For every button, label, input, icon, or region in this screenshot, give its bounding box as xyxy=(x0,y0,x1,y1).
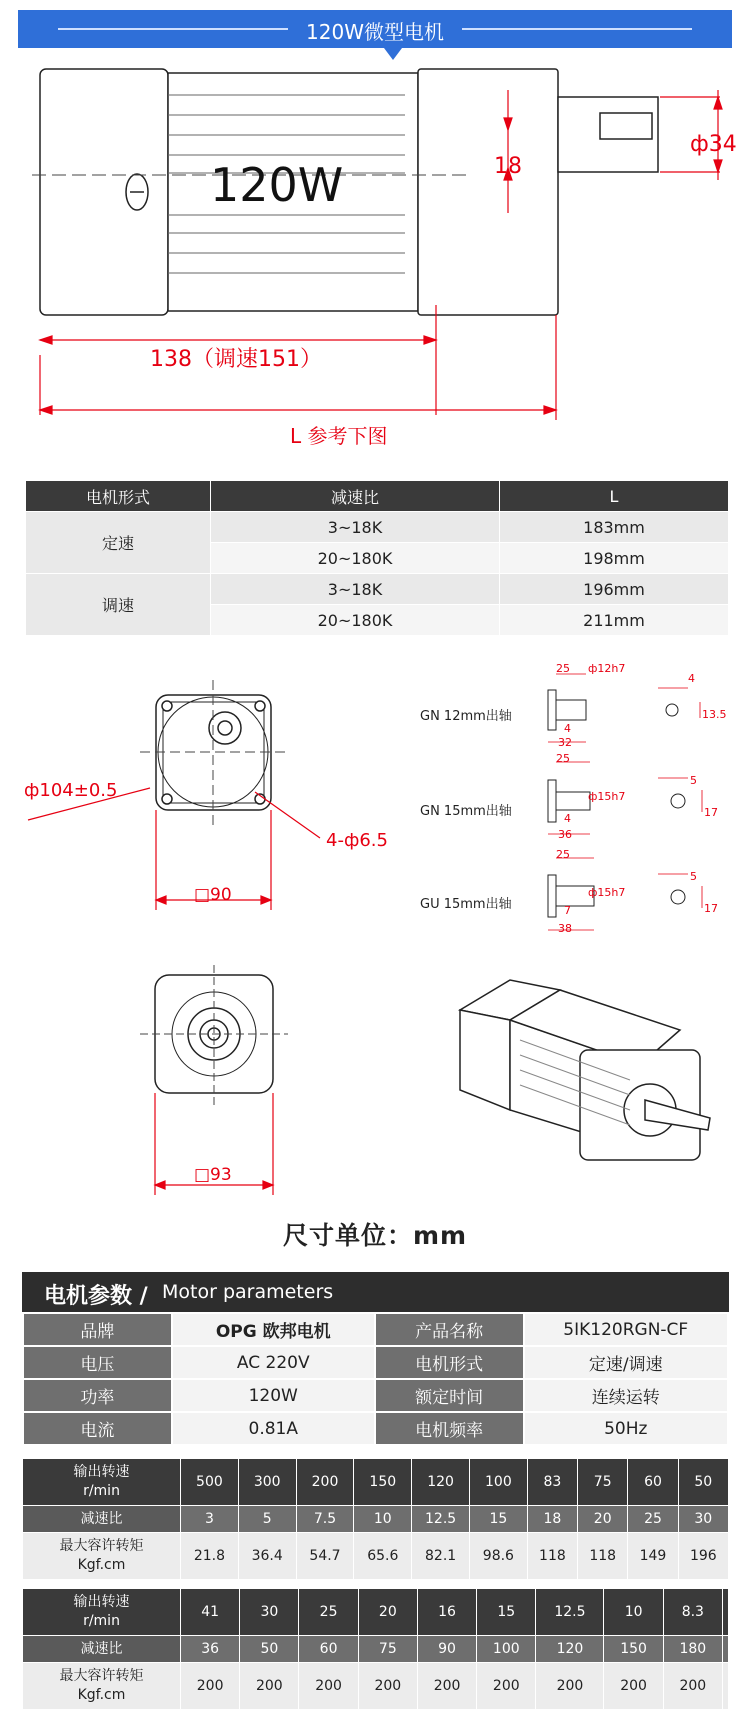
shaft-label-3: GU 15mm出轴 xyxy=(420,897,512,912)
motor-rear-cover xyxy=(40,69,168,315)
ratio-cell: 20 xyxy=(578,1506,628,1533)
shaft-label-2: GN 15mm出轴 xyxy=(420,804,512,819)
param-key: 额定时间 xyxy=(375,1379,524,1412)
param-value: 5IK120RGN-CF xyxy=(524,1313,729,1346)
param-value: OPG 欧邦电机 xyxy=(172,1313,375,1346)
ratio-cell xyxy=(722,1636,728,1663)
col-motor-type: 电机形式 xyxy=(26,481,211,512)
param-value: 连续运转 xyxy=(524,1379,729,1412)
dim-138: 138（调速151） xyxy=(150,347,322,372)
param-key: 品牌 xyxy=(23,1313,172,1346)
shaft1-side-w: 4 xyxy=(688,672,695,685)
speed-table-2 xyxy=(22,1588,729,1710)
params-header xyxy=(22,1272,729,1312)
shaft2-side-w: 5 xyxy=(690,774,697,787)
torque-cell: 200 xyxy=(536,1663,604,1710)
type-variable: 调速 xyxy=(26,574,211,636)
shaft3-total: 38 xyxy=(558,922,572,935)
shaft3-side-h: 17 xyxy=(704,902,718,915)
speed-cell: 300 xyxy=(238,1459,296,1506)
table-cell: 183mm xyxy=(500,512,729,543)
param-key: 电压 xyxy=(23,1346,172,1379)
dim-34: ф34 xyxy=(690,132,737,157)
speed-cell: 75 xyxy=(578,1459,628,1506)
speed-cell: 150 xyxy=(354,1459,412,1506)
dim-104: ф104±0.5 xyxy=(24,780,118,801)
param-value: 120W xyxy=(172,1379,375,1412)
speed-cell: 60 xyxy=(628,1459,678,1506)
title-banner xyxy=(18,10,732,48)
ratio-cell: 10 xyxy=(354,1506,412,1533)
shaft3-key: 7 xyxy=(564,904,571,917)
col-L: L xyxy=(500,481,729,512)
torque-cell: 65.6 xyxy=(354,1533,412,1580)
table-cell: 20~180K xyxy=(211,605,500,636)
speed-label xyxy=(23,1589,181,1636)
torque-cell: 54.7 xyxy=(296,1533,354,1580)
speed-label-line: 输出转速 xyxy=(73,1594,130,1610)
shaft1-dia: ф12h7 xyxy=(588,662,626,675)
torque-cell: 21.8 xyxy=(181,1533,239,1580)
speed-cell: 500 xyxy=(181,1459,239,1506)
shaft2-side-h: 17 xyxy=(704,806,718,819)
torque-cell xyxy=(722,1663,728,1710)
torque-label-line: 最大容许转矩 xyxy=(59,1668,144,1684)
speed-cell: 12.5 xyxy=(536,1589,604,1636)
speed-cell: 8.3 xyxy=(663,1589,722,1636)
torque-label-line: Kgf.cm xyxy=(77,1557,126,1573)
dim-18: 18 xyxy=(494,154,522,179)
ratio-label xyxy=(23,1506,181,1533)
torque-cell: 196 xyxy=(678,1533,728,1580)
ratio-label xyxy=(23,1636,181,1663)
speed-label xyxy=(23,1459,181,1506)
ratio-cell: 60 xyxy=(299,1636,358,1663)
shaft2-len: 25 xyxy=(556,752,570,765)
table-cell: 3~18K xyxy=(211,512,500,543)
torque-label-line: 最大容许转矩 xyxy=(59,1538,144,1554)
param-key: 产品名称 xyxy=(375,1313,524,1346)
dim-90: □90 xyxy=(194,885,232,905)
dim-93: □93 xyxy=(194,1165,232,1185)
table-cell: 20~180K xyxy=(211,543,500,574)
ratio-label-line: 减速比 xyxy=(80,1510,123,1527)
param-key: 电流 xyxy=(23,1412,172,1445)
param-value: 50Hz xyxy=(524,1412,729,1445)
speed-cell: 50 xyxy=(678,1459,728,1506)
speed-cell: 100 xyxy=(469,1459,527,1506)
table-cell: 198mm xyxy=(500,543,729,574)
torque-cell: 200 xyxy=(240,1663,299,1710)
torque-cell: 200 xyxy=(477,1663,536,1710)
params-table xyxy=(22,1312,729,1446)
torque-cell: 200 xyxy=(358,1663,417,1710)
ratio-cell: 75 xyxy=(358,1636,417,1663)
speed-cell xyxy=(722,1589,728,1636)
ratio-cell: 180 xyxy=(663,1636,722,1663)
side-view-drawing xyxy=(0,55,750,470)
params-title-zh: 电机参数 / xyxy=(44,1284,148,1309)
dim-L: L 参考下图 xyxy=(290,424,388,448)
banner-title: 120W微型电机 xyxy=(306,20,444,44)
torque-label-line: Kgf.cm xyxy=(77,1687,126,1703)
param-key: 电机频率 xyxy=(375,1412,524,1445)
torque-cell: 200 xyxy=(299,1663,358,1710)
torque-label xyxy=(23,1533,181,1580)
ratio-cell: 25 xyxy=(628,1506,678,1533)
table-cell: 211mm xyxy=(500,605,729,636)
motor-3d-illustration xyxy=(440,970,720,1180)
ratio-cell: 36 xyxy=(181,1636,240,1663)
param-value: AC 220V xyxy=(172,1346,375,1379)
speed-cell: 16 xyxy=(417,1589,476,1636)
speed-cell: 20 xyxy=(358,1589,417,1636)
speed-label-line: r/min xyxy=(83,1613,120,1629)
torque-cell: 200 xyxy=(417,1663,476,1710)
ratio-cell: 50 xyxy=(240,1636,299,1663)
torque-cell: 118 xyxy=(527,1533,577,1580)
torque-cell: 98.6 xyxy=(469,1533,527,1580)
torque-cell: 149 xyxy=(628,1533,678,1580)
torque-cell: 200 xyxy=(181,1663,240,1710)
dim-holes: 4-ф6.5 xyxy=(326,830,388,851)
shaft3-len: 25 xyxy=(556,848,570,861)
torque-cell: 200 xyxy=(604,1663,663,1710)
torque-cell: 82.1 xyxy=(412,1533,470,1580)
speed-cell: 41 xyxy=(181,1589,240,1636)
speed-label-line: r/min xyxy=(83,1483,120,1499)
units-label: 尺寸单位：mm xyxy=(282,1221,468,1250)
shaft3-side-w: 5 xyxy=(690,870,697,883)
table-cell: 196mm xyxy=(500,574,729,605)
param-value: 定速/调速 xyxy=(524,1346,729,1379)
shaft1-len: 25 xyxy=(556,662,570,675)
shaft2-dia: ф15h7 xyxy=(588,790,626,803)
speed-label-line: 输出转速 xyxy=(73,1464,130,1480)
param-value: 0.81A xyxy=(172,1412,375,1445)
ratio-label-line: 减速比 xyxy=(80,1640,123,1657)
shaft-key xyxy=(600,113,652,139)
speed-cell: 25 xyxy=(299,1589,358,1636)
ratio-cell: 7.5 xyxy=(296,1506,354,1533)
ratio-cell: 15 xyxy=(469,1506,527,1533)
ratio-cell: 3 xyxy=(181,1506,239,1533)
params-title-en: Motor parameters xyxy=(162,1281,334,1303)
shaft1-total: 32 xyxy=(558,736,572,749)
speed-cell: 30 xyxy=(240,1589,299,1636)
table-cell: 3~18K xyxy=(211,574,500,605)
ratio-cell: 150 xyxy=(604,1636,663,1663)
ratio-cell: 5 xyxy=(238,1506,296,1533)
ratio-cell: 120 xyxy=(536,1636,604,1663)
shaft2-total: 36 xyxy=(558,828,572,841)
shaft1-key: 4 xyxy=(564,722,571,735)
motor-label: 120W xyxy=(210,158,344,212)
speed-cell: 15 xyxy=(477,1589,536,1636)
ratio-cell: 18 xyxy=(527,1506,577,1533)
speed-cell: 83 xyxy=(527,1459,577,1506)
torque-label xyxy=(23,1663,181,1710)
speed-cell: 10 xyxy=(604,1589,663,1636)
gearbox xyxy=(418,69,558,315)
speed-table-1 xyxy=(22,1458,729,1580)
col-ratio: 减速比 xyxy=(211,481,500,512)
shaft-label-1: GN 12mm出轴 xyxy=(420,709,512,724)
torque-cell: 36.4 xyxy=(238,1533,296,1580)
speed-cell: 120 xyxy=(412,1459,470,1506)
param-key: 电机形式 xyxy=(375,1346,524,1379)
shaft1-side-h: 13.5 xyxy=(702,708,727,721)
type-fixed: 定速 xyxy=(26,512,211,574)
ratio-cell: 100 xyxy=(477,1636,536,1663)
ratio-cell: 30 xyxy=(678,1506,728,1533)
param-key: 功率 xyxy=(23,1379,172,1412)
torque-cell: 200 xyxy=(663,1663,722,1710)
length-table xyxy=(25,480,729,636)
shaft2-key: 4 xyxy=(564,812,571,825)
speed-cell: 200 xyxy=(296,1459,354,1506)
shaft3-dia: ф15h7 xyxy=(588,886,626,899)
ratio-cell: 12.5 xyxy=(412,1506,470,1533)
torque-cell: 118 xyxy=(578,1533,628,1580)
ratio-cell: 90 xyxy=(417,1636,476,1663)
